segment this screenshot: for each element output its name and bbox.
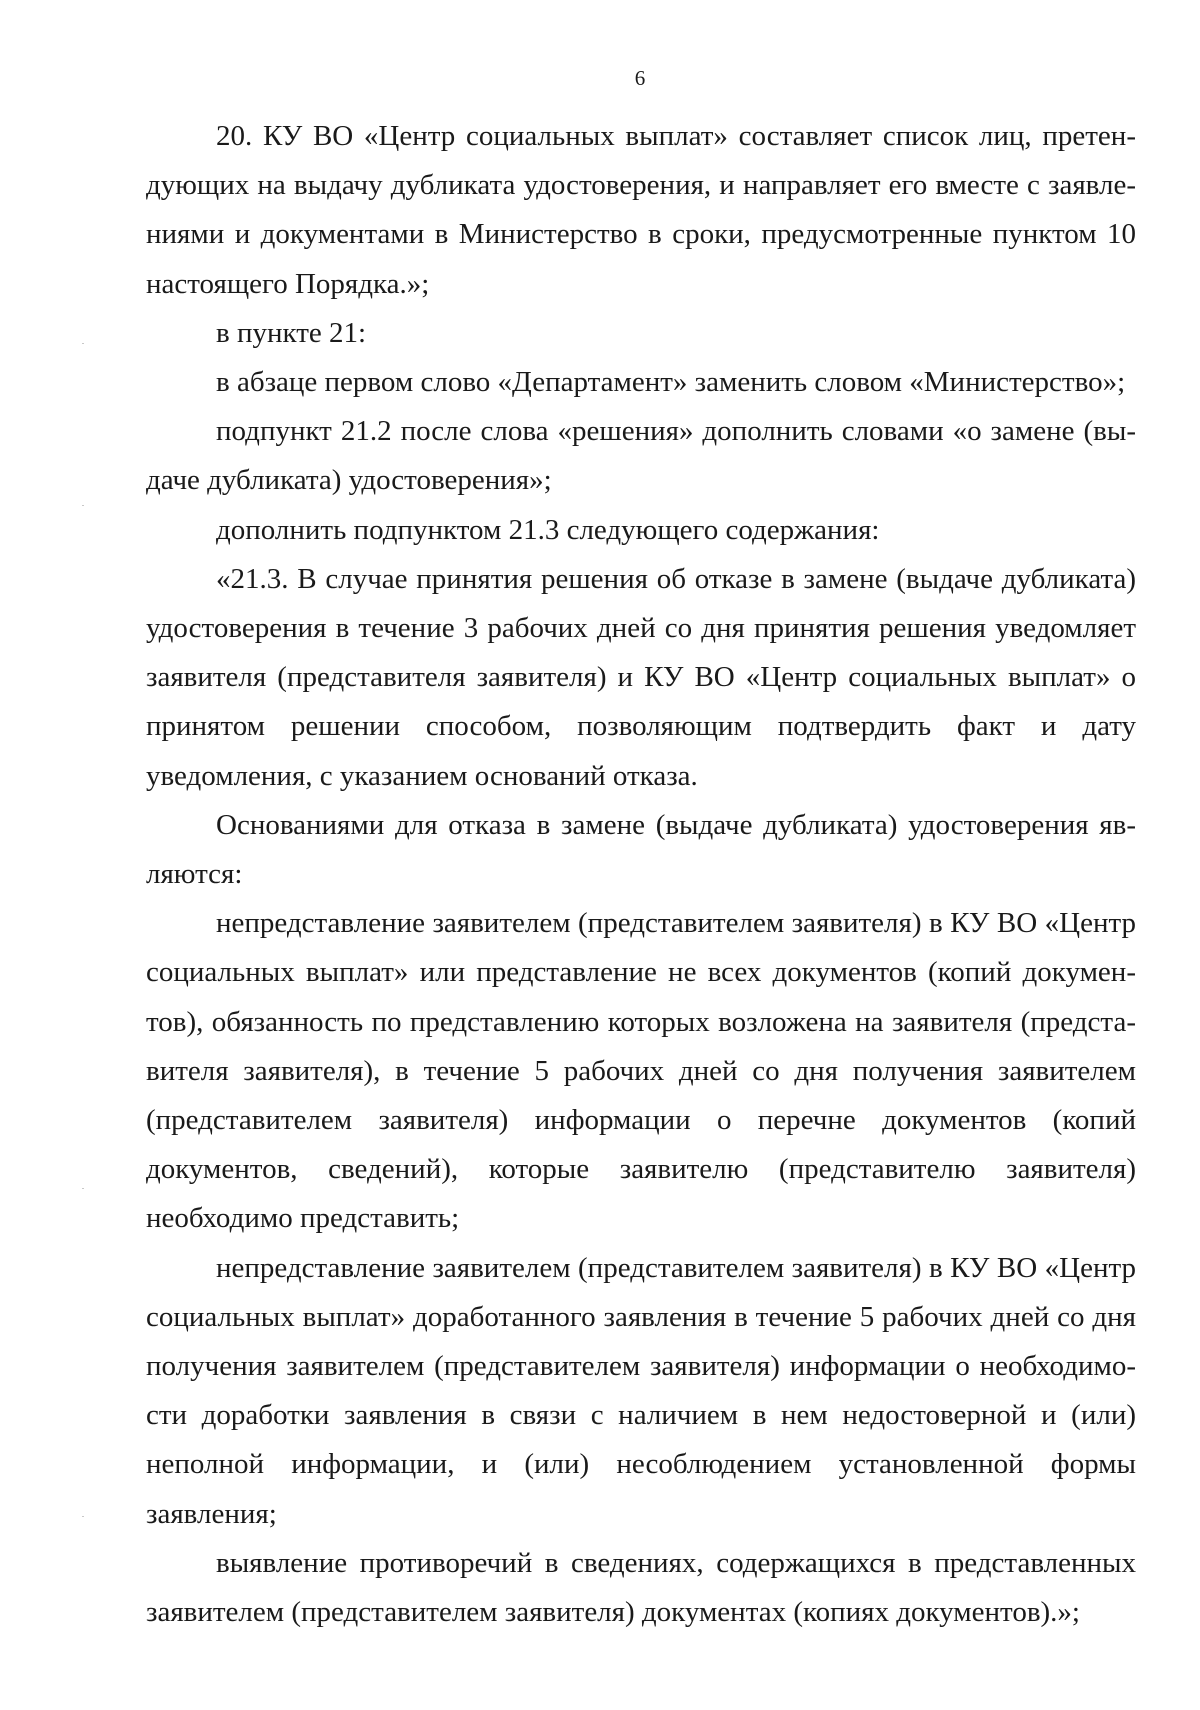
paragraph-refusal-grounds-intro: Основаниями для отказа в замене (выдаче дубликата) удостоверения являются: [146, 808, 1136, 891]
paragraph-add-subpoint-21-3: дополнить подпунктом 21.3 следующего содержания: [216, 513, 880, 546]
paragraph-ground-1: непредставление заявителем (представителем заявителя) в КУ ВО «Центр социальных выплат» или представление не всех документов (копий документов), обязанность по представлению которых возложена на заявителя (представителя заявителя), в течение 5 рабочих дней со дня получения заявителем (представителем заявителя) информации о перечне документов (копий документов, сведений), которые заявителю (представителю заявителя) необходимо представить; [146, 907, 1136, 1235]
paragraph-subpoint-21-2: подпункт 21.2 после слова «решения» дополнить словами «о замене (выдаче дубликата) удостоверения»; [146, 415, 1136, 497]
paragraph-subpoint-21-3-text: «21.3. В случае принятия решения об отказе в замене (выдаче дубликата) удостоверения в течение 3 рабочих дней со дня принятия решения уведомляет заявителя (представителя заявителя) и КУ ВО «Центр социальных выплат» о принятом решении способом, позволяющим подтвердить факт и дату уведомления, с указанием оснований отказа. [146, 562, 1136, 792]
scan-margin-mark [82, 1188, 84, 1189]
scan-margin-mark [82, 1516, 84, 1517]
paragraph-point-21-intro: в пункте 21: [216, 316, 367, 349]
paragraph-item-20: 20. КУ ВО «Центр социальных выплат» составляет список лиц, претендующих на выдачу дубликата удостоверения, и направляет его вместе с заявлениями и документами в Министерство в сроки, предусмотренные пунктом 10 настоящего Порядка.»; [146, 120, 1136, 300]
scan-margin-mark [82, 505, 84, 506]
page-number: 6 [634, 66, 646, 90]
document-body [146, 112, 1136, 1637]
paragraph-ground-3: выявление противоречий в сведениях, содержащихся в представленных заявителем (представителем заявителя) документах (копиях документов).»; [146, 1546, 1136, 1629]
paragraph-ground-2: непредставление заявителем (представителем заявителя) в КУ ВО «Центр социальных выплат» доработанного заявления в течение 5 рабочих дней со дня получения заявителем (представителем заявителя) информации о необходимости доработки заявления в связи с наличием в нем недостоверной и (или) неполной информации, и (или) несоблюдением установленной формы заявления; [146, 1251, 1136, 1530]
paragraph-first-abzac-change: в абзаце первом слово «Департамент» заменить словом «Министерство»; [216, 366, 1126, 399]
scan-margin-mark [82, 343, 84, 344]
